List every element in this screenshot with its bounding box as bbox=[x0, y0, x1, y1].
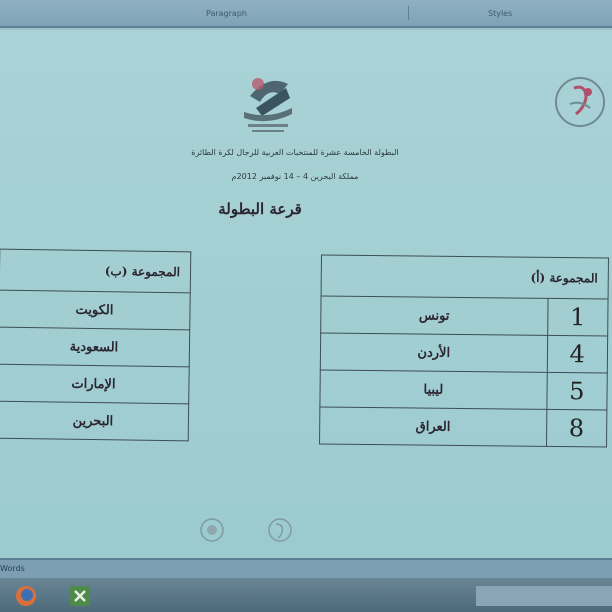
group-a-header-row bbox=[321, 255, 608, 299]
table-row bbox=[0, 401, 189, 441]
federation-logo-icon bbox=[238, 68, 298, 138]
team-name: تونس bbox=[321, 296, 548, 335]
table-row bbox=[0, 364, 189, 404]
table-row bbox=[321, 296, 608, 336]
footer-emblem-icon bbox=[198, 516, 226, 544]
group-b-header-row bbox=[0, 249, 191, 293]
table-row bbox=[320, 333, 607, 373]
table-row bbox=[0, 327, 190, 367]
footer-logo-icon bbox=[266, 516, 294, 544]
table-row bbox=[320, 370, 607, 410]
table-row bbox=[0, 290, 190, 330]
draw-title: قرعة البطولة bbox=[218, 200, 302, 218]
championship-title: البطولة الخامسة عشرة للمنتخبات العربية للرجال لكرة الطائرة bbox=[191, 148, 399, 157]
firefox-icon[interactable] bbox=[12, 584, 40, 608]
championship-dates: مملكة البحرين 4 – 14 نوفمبر 2012م bbox=[231, 172, 359, 181]
ribbon-styles-label[interactable]: Styles bbox=[488, 9, 513, 18]
group-a-table bbox=[319, 254, 609, 447]
status-label: Words bbox=[0, 564, 25, 573]
table-row bbox=[320, 407, 607, 447]
team-name: الكويت bbox=[0, 290, 190, 330]
team-name: ليبيا bbox=[320, 370, 547, 409]
team-name: السعودية bbox=[0, 327, 190, 367]
team-name: العراق bbox=[320, 407, 547, 446]
excel-icon[interactable] bbox=[66, 584, 94, 608]
document-page[interactable] bbox=[0, 30, 612, 558]
group-b-header: المجموعة (ب) bbox=[0, 249, 191, 293]
team-name: البحرين bbox=[0, 401, 189, 441]
seed-number: 8 bbox=[546, 409, 607, 447]
system-tray[interactable] bbox=[476, 586, 612, 606]
seed-number: 1 bbox=[547, 298, 608, 336]
volleyball-logo-icon bbox=[552, 74, 608, 130]
seed-number: 4 bbox=[547, 335, 608, 373]
ribbon bbox=[0, 0, 612, 28]
seed-number: 5 bbox=[547, 372, 608, 410]
team-name: الإمارات bbox=[0, 364, 189, 404]
team-name: الأردن bbox=[320, 333, 547, 372]
group-a-header: المجموعة (أ) bbox=[321, 255, 608, 299]
taskbar bbox=[0, 578, 612, 612]
status-bar bbox=[0, 558, 612, 578]
ribbon-paragraph-label[interactable]: Paragraph bbox=[206, 9, 247, 18]
ribbon-separator bbox=[408, 6, 409, 20]
group-b-table bbox=[0, 249, 191, 442]
